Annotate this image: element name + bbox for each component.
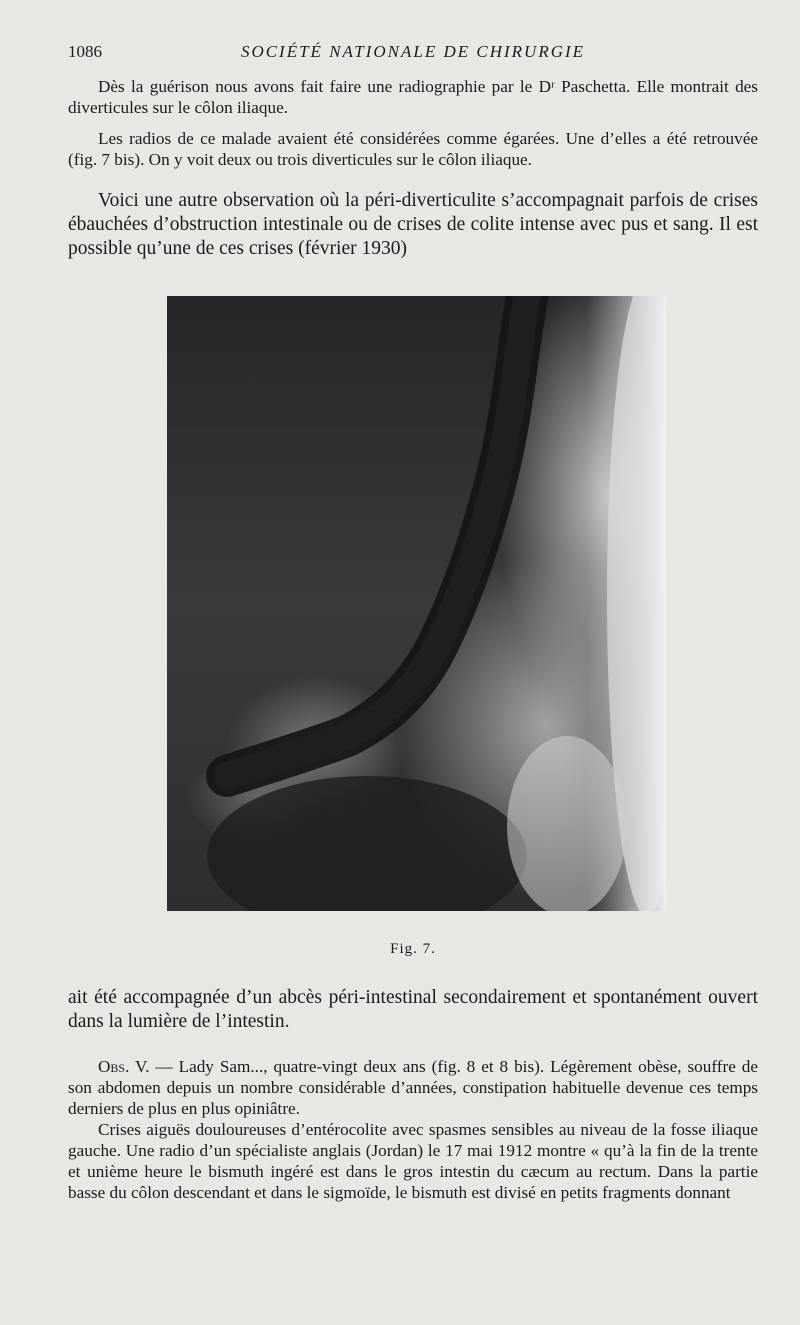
figure-caption: Fig. 7.	[390, 941, 436, 957]
page-number: 1086	[68, 42, 102, 61]
running-head: SOCIÉTÉ NATIONALE DE CHIRURGIE	[240, 42, 586, 61]
paragraph-lost-radios: Les radios de ce malade avaient été considérées comme égarées. Une d’elles a été retrouvée (fig. 7 bis). On y voit deux ou trois diverticules sur le côlon iliaque.	[68, 129, 758, 169]
radiograph-image	[167, 296, 666, 911]
paragraph-after-figure: ait été accompagnée d’un abcès péri-intestinal secondairement et spontanément ouvert dans la lumière de l’intestin.	[68, 987, 758, 1032]
paragraph-intro-observation: Voici une autre observation où la péri-diverticulite s’accompagnait parfois de crises ébauchées d’obstruction intestinale ou de crises de colite intense avec pus et sang. Il est possible qu’une de ces crises (février 1930)	[68, 190, 758, 259]
paragraph-radiography: Dès la guérison nous avons fait faire une radiographie par le Dʳ Paschetta. Elle montrait des diverticules sur le côlon iliaque.	[68, 77, 758, 117]
radiograph-figure	[167, 296, 666, 911]
observation-text: — Lady Sam..., quatre-vingt deux ans (fig. 8 et 8 bis). Légèrement obèse, souffre de son abdomen depuis un nombre considérable d’années, constipation habituelle devenue ces temps derniers de plus en plus opiniâtre.	[68, 1057, 758, 1118]
page-header	[68, 42, 758, 66]
observation-continuation: Crises aiguës douloureuses d’entérocolite avec spasmes sensibles au niveau de la fosse iliaque gauche. Une radio d’un spécialiste anglais (Jordan) le 17 mai 1912 montre « qu’à la fin de la trente et unième heure le bismuth ingéré est dans le gros intestin du cæcum au rectum. Dans la partie basse du côlon descendant et dans le sigmoïde, le bismuth est divisé en petits fragments donnant	[68, 1120, 758, 1202]
observation-paragraph	[68, 1056, 758, 1119]
observation-label: Obs. V.	[98, 1057, 150, 1076]
